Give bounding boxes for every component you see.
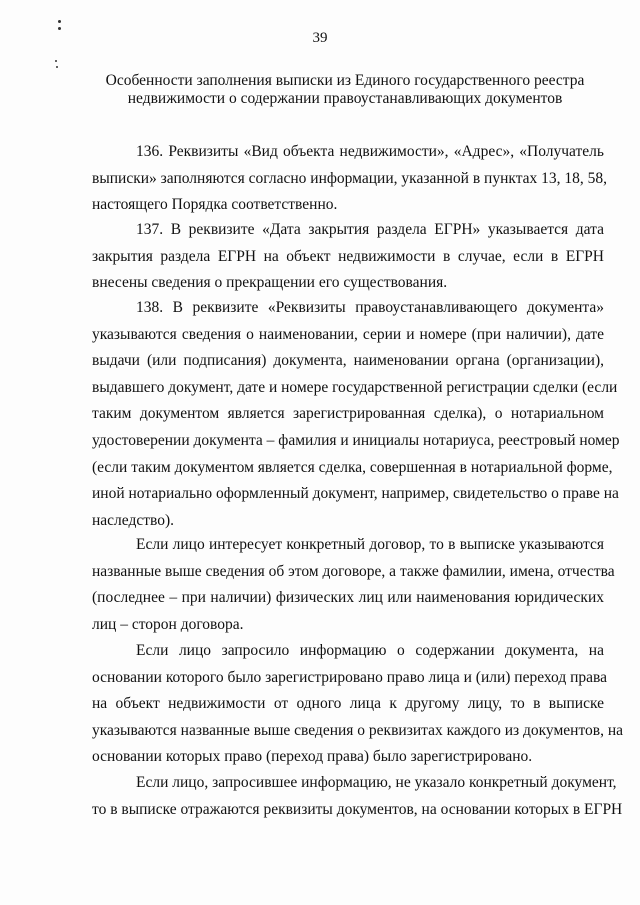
- text-line: то в выписке отражаются реквизиты документов, на основании которых в ЕГРН: [92, 800, 623, 818]
- scan-speck: [58, 20, 61, 23]
- text-line: таким документом является зарегистрированная сделка), о нотариальном: [92, 405, 604, 423]
- paragraph-136: [92, 139, 608, 219]
- text-line: выдавшего документ, дате и номере государственной регистрации сделки (если: [92, 378, 618, 396]
- text-line: на объект недвижимости от одного лица к другому лицу, то в выписке: [92, 695, 604, 713]
- heading-line-1: Особенности заполнения выписки из Единого государственного реестра: [105, 72, 585, 89]
- text-line: выписки» заполняются согласно информации, указанной в пунктах 13, 18, 58,: [92, 169, 608, 187]
- text-line: (последнее – при наличии) физических лиц или наименования юридических: [92, 589, 604, 607]
- paragraph-document-content: [92, 638, 624, 771]
- paragraph-138: [92, 295, 620, 534]
- section-heading: [95, 72, 595, 108]
- text-line: закрытия раздела ЕГРН на объект недвижимости в случае, если в ЕГРН: [92, 247, 604, 265]
- text-line: указываются названные выше сведения о реквизитах каждого из документов, на: [92, 721, 624, 739]
- text-line: внесены сведения о прекращении его существования.: [92, 274, 448, 292]
- text-line: Если лицо интересует конкретный договор, то в выписке указываются: [136, 536, 604, 553]
- paragraph-contract: [92, 532, 615, 638]
- text-line: выдачи (или подписания) документа, наименовании органа (организации),: [92, 352, 604, 370]
- text-line: Если лицо, запросившее информацию, не указало конкретный документ,: [136, 774, 617, 791]
- text-line: удостоверении документа – фамилия и инициалы нотариуса, реестровый номер: [92, 431, 620, 449]
- paragraph-no-document: [92, 770, 623, 823]
- paragraph-137: [92, 217, 604, 297]
- heading-line-2: недвижимости о содержании правоустанавливающих документов: [127, 90, 563, 107]
- text-line: основании которых право (переход права) было зарегистрировано.: [92, 748, 533, 766]
- text-line: 138. В реквизите «Реквизиты правоустанавливающего документа»: [136, 299, 604, 316]
- scan-speck: [56, 66, 58, 68]
- page-number: 39: [312, 30, 328, 46]
- text-line: основании которого было зарегистрировано право лица и (или) переход права: [92, 668, 608, 686]
- text-line: указываются сведения о наименовании, серии и номере (при наличии), дате: [92, 325, 604, 343]
- text-line: (если таким документом является сделка, совершенная в нотариальной форме,: [92, 458, 613, 476]
- scan-speck: [55, 60, 57, 62]
- text-line: наследство).: [92, 511, 175, 529]
- text-line: Если лицо запросило информацию о содержании документа, на: [136, 642, 604, 659]
- text-line: названные выше сведения об этом договоре, а также фамилии, имена, отчества: [92, 562, 615, 580]
- text-line: иной нотариально оформленный документ, например, свидетельство о праве на: [92, 485, 619, 503]
- text-line: 137. В реквизите «Дата закрытия раздела ЕГРН» указывается дата: [136, 221, 604, 238]
- text-line: настоящего Порядка соответственно.: [92, 196, 338, 214]
- text-line: 136. Реквизиты «Вид объекта недвижимости», «Адрес», «Получатель: [136, 143, 604, 160]
- text-line: лиц – сторон договора.: [92, 615, 244, 633]
